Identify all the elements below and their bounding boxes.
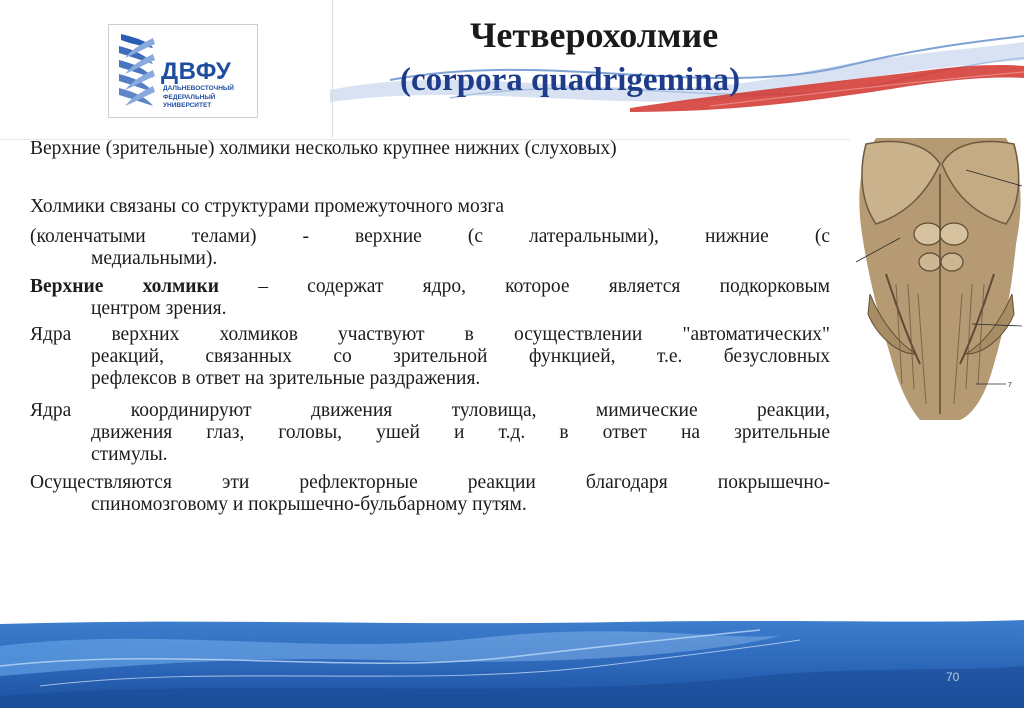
figure-label: 7 <box>1008 382 1012 389</box>
paragraph <box>30 324 830 390</box>
logo-subtitle-line: ДАЛЬНЕВОСТОЧНЫЙ <box>163 85 234 92</box>
slide-subtitle: (corpora quadrigemina) <box>400 62 741 98</box>
paragraph-line: (коленчатыми телами) - верхние (с латеральными), нижние (с <box>30 226 830 247</box>
footer-waves-decoration <box>0 616 1024 708</box>
paragraph-text: Верхние (зрительные) холмики несколько крупнее нижних (слуховых) <box>30 138 617 159</box>
paragraph-line: Ядра верхних холмиков участвуют в осуществлении "автоматических" <box>30 324 830 345</box>
paragraph-line: центром зрения. <box>91 298 227 319</box>
paragraph-line: движения глаз, головы, ушей и т.д. в ответ на зрительные <box>91 422 830 443</box>
paragraph <box>30 400 830 466</box>
paragraph <box>30 472 830 516</box>
bold-term: Верхние холмики <box>30 276 220 297</box>
logo-abbreviation: ДВФУ <box>161 58 232 85</box>
dna-helix-icon <box>113 28 163 116</box>
slide-title: Четверохолмие <box>470 15 719 55</box>
paragraph-line: спиномозговому и покрышечно-бульбарному путям. <box>91 494 527 515</box>
paragraph-text: – содержат ядро, которое является подкорковым <box>219 276 830 297</box>
header-divider-vertical <box>332 0 333 138</box>
paragraph-line: Ядра координируют движения туловища, мимические реакции, <box>30 400 830 421</box>
brainstem-illustration <box>856 134 1024 420</box>
paragraph-line: стимулы. <box>91 444 168 465</box>
page-number: 70 <box>946 670 960 684</box>
paragraph-line: рефлексов в ответ на зрительные раздражения. <box>91 368 481 389</box>
paragraph-text: Холмики связаны со структурами промежуточного мозга <box>30 196 505 217</box>
university-logo <box>108 24 258 118</box>
paragraph <box>30 138 830 160</box>
logo-subtitle <box>163 85 255 111</box>
paragraph-line: реакций, связанных со зрительной функцией, т.е. безусловных <box>91 346 830 367</box>
paragraph <box>30 196 830 218</box>
paragraph-line: медиальными). <box>91 248 218 269</box>
paragraph <box>30 226 830 270</box>
logo-subtitle-line: УНИВЕРСИТЕТ <box>163 102 212 109</box>
paragraph <box>30 276 830 320</box>
paragraph-line <box>30 276 830 298</box>
paragraph-line: Осуществляются эти рефлекторные реакции благодаря покрышечно- <box>30 472 830 493</box>
logo-subtitle-line: ФЕДЕРАЛЬНЫЙ <box>163 93 216 101</box>
